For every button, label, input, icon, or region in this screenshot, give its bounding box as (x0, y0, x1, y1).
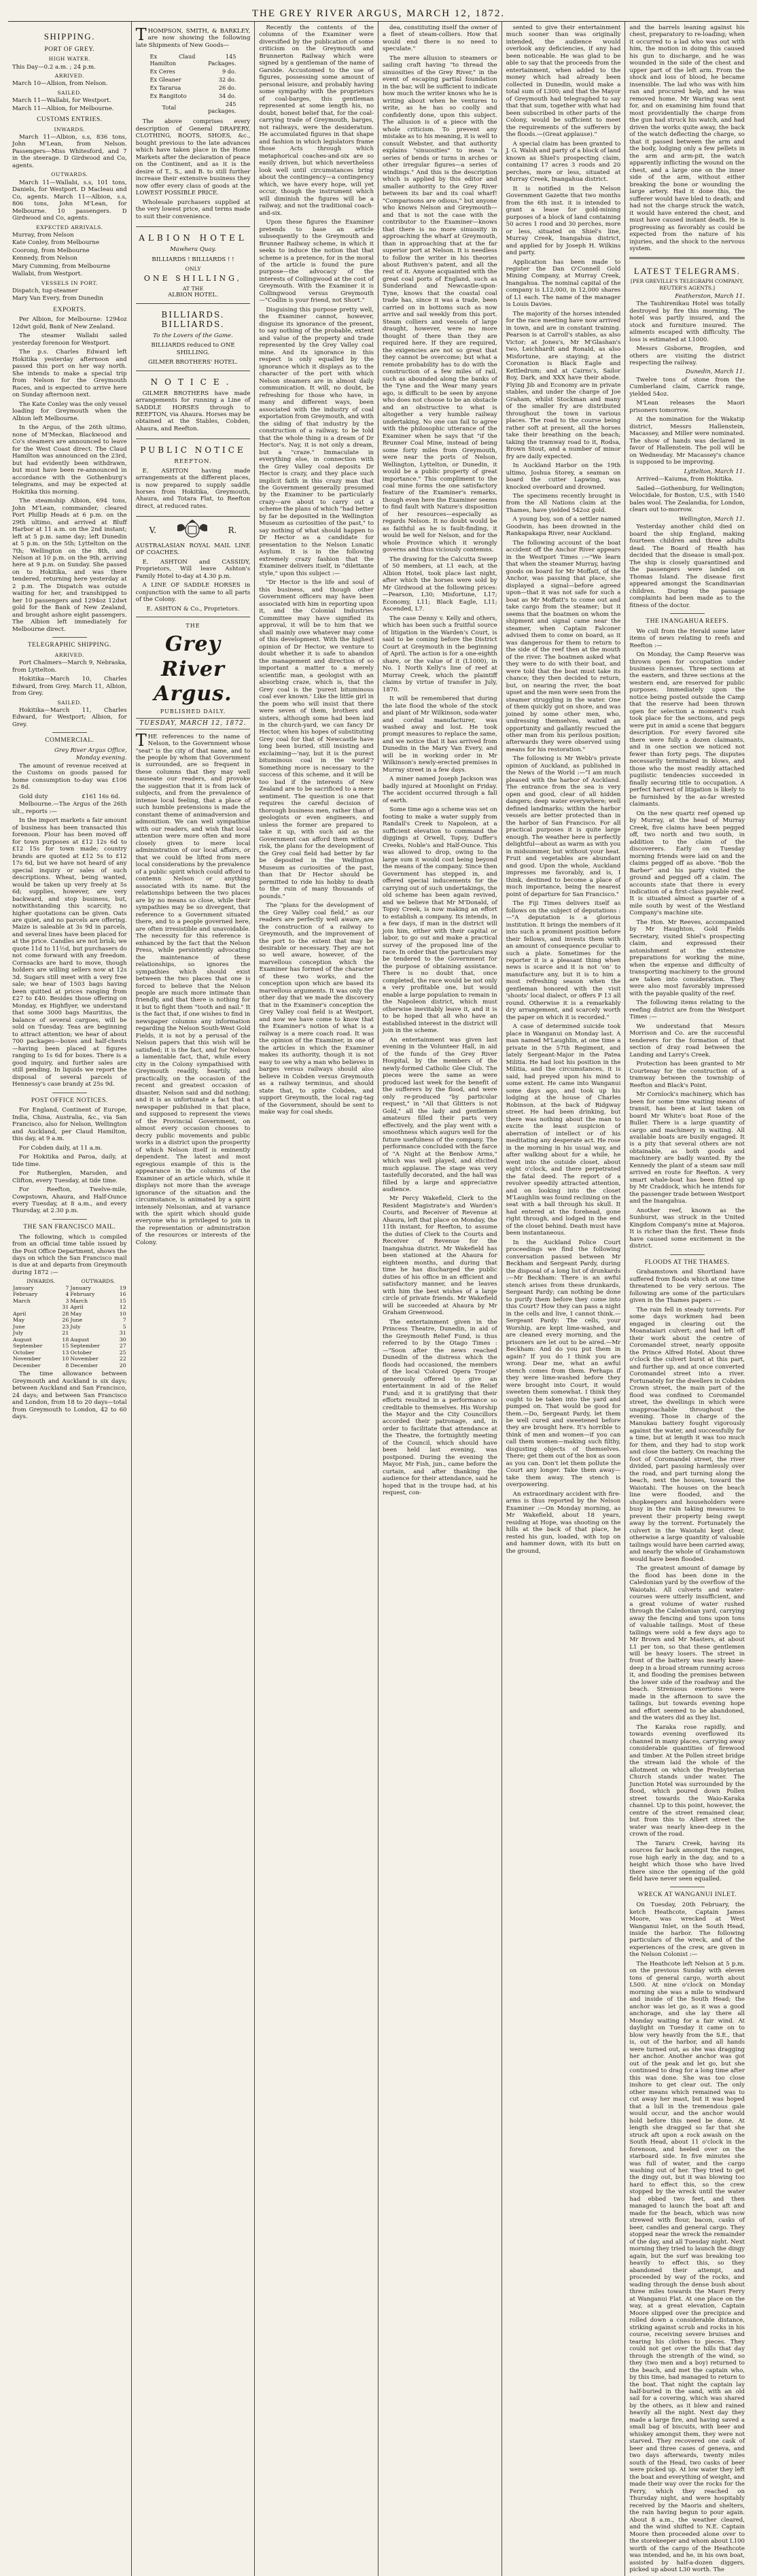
sf-month: January (13, 1284, 34, 1291)
floods-paragraph: Grahamstown and Shortland have suffered from floods which at one time threatened to be very serious. The following are some of the particulars given in the Thames papers :— (629, 1269, 745, 1305)
expected-item: Coorong, from Melbourne (12, 247, 90, 254)
sf-mail-row (12, 1337, 127, 1343)
wreck-article (629, 1902, 745, 2574)
masthead-the: THE (186, 623, 200, 630)
sf-mail-row (12, 1311, 127, 1318)
sf-month (12, 1304, 58, 1311)
advert-shilling: ONE SHILLING, (143, 274, 243, 284)
vessels-heading: VESSELS IN PORT. (41, 279, 98, 286)
expected-item: Wallabi, from Westport. (12, 271, 82, 278)
advert-body: GILMER BROTHERS have made arrangements for running a Line of SADDLE HORSES through to REEFTON, via Ahaura. Horses may be obtained at the Stables, Cobden, Ahaura, and Reefton. (135, 390, 251, 432)
sf-month: July (13, 1330, 24, 1337)
telegrams-credit: [PER GREVILLE'S TELEGRAPH COMPANY, REUTER'S AGENTS.] (631, 278, 744, 291)
sf-month: May (13, 1317, 25, 1324)
advert-title: NOTICE. (150, 377, 236, 387)
sf-day: 15 (62, 1343, 69, 1350)
tel-arrived-heading: ARRIVED. (54, 651, 84, 658)
leader-continued (259, 24, 374, 1116)
goods-vessel: Ex Tararua (149, 84, 181, 92)
goods-packages: 34 do. (218, 92, 236, 100)
reefs-paragraph: Mr Cornlock's machinery, which has been for some time waiting means of transit, has been at last taken on board Mr White's boat Rose of the Buller. There is a large quantity of cargo and machinery in waiting. All available boats are busily engaged. It is a pity that several others are not obtainable, as both goods and machinery are badly wanted. By the Kennedy the plant of a steam saw mill arrived en route for Reefton. A very smart whale-boat has been fitted up by Mr Craddock, which he intends for the passenger trade between Westport and the Inangahua. (629, 1091, 745, 1205)
sf-month: March (70, 1297, 88, 1304)
vessel-item: Mary Van Every, from Dunedin (12, 295, 104, 303)
sf-day: 7 (65, 1284, 69, 1291)
tel-arrived-item: Port Chalmers—March 9, Nebraska, from Lyttelton. (12, 659, 127, 674)
sf-day: 27 (119, 1343, 126, 1350)
telegram-text: Sailed—Gothenburg, for Wellington; Velocidale, for Boston, U.S., with 1540 bales wool. The Zealandia, for London, clears out to-morrow. (629, 485, 745, 514)
sf-day: 20 (119, 1362, 126, 1369)
wreck-heading: WRECK AT WANGANUI INLET. (637, 1891, 737, 1899)
telegram-text: At the nomination for the Wakatip district, Messrs Hallenstein, Macassey, and Miller were nominated. The show of hands was declared in favor of Hallenstein. The poll will be on Wednesday. Mr Macassey's chance is supposed to be improving. (629, 416, 745, 466)
shipping-paragraph: The steamship Albion, 694 tons, John M'Lean, commander, cleared Port Phillip Heads at 6 p.m. on the 29th ultimo, and arrived at Bluff Harbor at 11 a.m. on the 2nd instant; left at 5 p.m. same day; left Dunedin at 5 p.m. on the 5th; Lyttelton on the 7th; Wellington on the 8th, and Nelson at 10 p.m. on the 9th, arriving here at 9 p.m. on Sunday. She passed on to Hokitika, and was there tendered, returning here yesterday at 2 p.m. The Dispatch was outside waiting for her, and transhipped to her 10 passengers and 1294oz 12dwt gold for the Bank of New Zealand, and brought ashore eight passengers. The Albion left immediately for Melbourne direct. (12, 498, 127, 633)
commercial-office: Grey River Argus Office, (54, 746, 127, 754)
vessel-item: Dispatch, tug-steamer (12, 287, 78, 294)
telegraphic-heading: TELEGRAPHIC SHIPPING. (27, 642, 111, 649)
advert-sub: Mawhera Quay. (169, 245, 216, 253)
sf-month: August (70, 1336, 90, 1343)
sf-mail-row (12, 1356, 127, 1362)
arrived-heading: ARRIVED. (54, 73, 84, 80)
sf-month: November (13, 1356, 41, 1362)
advert-gilmer-billiards (136, 304, 251, 371)
high-water-heading: HIGH WATER. (48, 56, 91, 63)
telegram-text: Messrs Gisborne, Brogden, and others are visiting the district respecting the railway. (629, 345, 745, 366)
sf-mail-row (12, 1298, 127, 1305)
post-notice: For Rutherglen, Marsden, and Clifton, every Tuesday, at tide time. (12, 1170, 127, 1184)
arrived-item: March 10—Albion, from Nelson. (12, 80, 108, 88)
advert-sub: To the Lovers of the Game. (153, 332, 233, 339)
accident-continued: and the barrels leaning against his chest, preparatory to re-loading; when it occurred to a lad who was out with him, the motion in doing this caused his gun to discharge, and he was wounded in the side of the chest and upper part of the left arm. From the shock and loss of blood, he became insensible. The lad who was with him ran and procured help, and he was removed home. Mr Waring was sent for, and on examining him found that most providentially the charge from the gun had struck his watch, and had driven the works quite away, the back of the watch deflecting the charge, so that it passed between the arm and the body, lodging only a few pellets in the arm and arm-pit, the watch apparently inflicting the wound on the chest, and a large one on the inner side of the arm, without either breaking the bone or wounding the large artery. Had it done this, the sufferer would have bled to death; and had not the charge struck the watch, it would have entered the chest, and must have caused instant death. He is progressing as favorably as could be expected from the nature of his injuries, and the shock to the nervous system. (629, 24, 745, 253)
advert-title: PUBLIC NOTICE (140, 445, 246, 456)
crest-v: V. (149, 525, 157, 535)
advert-body: BILLIARDS reduced to ONE SHILLING. (151, 342, 235, 356)
crest-r: R. (228, 525, 237, 535)
masthead-published: PUBLISHED DAILY. (160, 708, 226, 715)
sf-day: 10 (119, 1310, 126, 1317)
article-paragraph: A case of determined suicide took place in Wanganui on Monday last. A man named M'Laughlin, at one time a private in the 57th Regiment, and lately Sergeant-Major in the Patea Militia. He had lost his position in the Militia, and the circumstances, it is said, had preyed upon his mind to some extent. He came into Wanganui some days ago, and took up his lodging at the house of Charles Robinson, at the back of Ridgway street. He had been drinking, but there was nothing about the man to excite the least suspicion of aberration of intellect or of his meditating any desperate act. He rose in the morning in his usual way, and after walking about for a while, he went into the outside closet, about eight o'clock, and there perpetrated the fatal deed. The report of a revolver speedily attracted attention, and on looking into the closet M'Laughlin was found reclining on the seat with a ball through his skull. It had entered at the forehead, gone right through, and lodged in the end of the closet behind. Death must have been instantaneous. (506, 1023, 621, 1237)
sf-day: 28 (62, 1310, 69, 1317)
telegram-dateline: Featherston, March 11. (675, 292, 745, 300)
sf-day: 10 (62, 1356, 69, 1362)
wreck-paragraph: On Tuesday, 20th February, the ketch Heathcote, Captain James Moore, was wrecked at West Wanganui Inlet, on the South Head, inside the harbor. The following particulars of the wreck, and of the experiences of the crew, are given in the Nelson Colonist :— (629, 1902, 745, 1959)
outwards-entry: March 11—Wallabi, s.s, 101 tons, Daniels, for Westport. D Macleau and Co, agents. March 11—Albion, s.s, 806 tons, John M'Lean, for Melbourne. 10 passengers. D Girdwood and Co, agents. (12, 179, 127, 222)
advert-body: A LINE OF SADDLE HORSES in conjunction with the same to all parts of the Colony. (135, 582, 251, 604)
article-paragraph: Recently the contents of the columns of the Examiner were diversified by the publication of some criticism on the Greymouth and Brunnerton Railway which were signed by a gentleman of the name of Garside. Accustomed to the use of figures, possessing some amount of personal leisure, and probably having some sympathy with the proprietors of coal-barges, this gentleman represented at some length his, no doubt, honest belief that, for the coal-carrying trade of Greymouth, barges, not railways, were the desideratum. He accumulated figures in that shape and fashion in which legislators frame those Acts through which metaphorical coaches-and-six are so easily driven, but which nevertheless look well until circumstances bring about the contingency—a contingency which, we have every hope, will yet occur, though the instrument which will diminish the figures will be a railway, and not the traditional coach-and-six. (259, 24, 374, 217)
sf-day: 31 (119, 1330, 126, 1337)
shipping-paragraph: The Kate Conley was the only vessel loading for Greymouth when the Albion left Melbourne. (12, 400, 127, 422)
running-head: THE GREY RIVER ARGUS, MARCH 12, 1872. (8, 5, 749, 22)
columns (8, 22, 749, 2574)
goods-packages: 26 do. (218, 84, 236, 92)
article-paragraph: The drawing for the Calcutta Sweep of 50 members, at L1 each, at the Albion Hotel, took place last night, after which the horses were sold by Mr Girdwood at the following prices:—Pearson, L30; Misfortune, L17; Economy, L11; Black Eagle, L11; Ascended, L7. (383, 555, 497, 613)
sf-mail-row (12, 1291, 127, 1298)
sf-day: 19 (119, 1284, 126, 1291)
article-paragraph: Some time ago a scheme was set on footing to make a water supply from Randall's Creek to Napoleon, at a sufficient elevation to command the diggings at Orwell, Topsy, Duffer's Creeks, Noble's and Half-Ounce. This was allowed to drop, owing to the large sum it would cost being beyond the means of the company. Since then Government has stepped in, and offered special inducements for the carrying out of such undertakings, the old scheme has been again revived, and we believe that Mr M'Donald, of Topsy Creek, is now making an effort to establish a company. Its intends, in a few days, if man in the district will join him, either with their capital or labor, to go out and make a practical survey of the proposed line of the race. In order that the particulars may be tendered to the Government for the purpose of obtaining assistance. There is no doubt that, once completed, the race would be not only a very profitable one, but would enable a large population to remain in the Napoleon district, which must otherwise inevitably leave it, and it is to be hoped that all who have an established interest in the district will join in the scheme. (383, 806, 497, 1035)
sf-mail-heading: THE SAN FRANCISCO MAIL. (23, 1223, 116, 1231)
reefs-paragraph: The Hon. Mr Reeves, accompanied by Mr Haughton, Gold Fields Secretary, visited Shiel's prospecting claim, and expressed their astonishment at the extensive preparations for working the mine, when the expense and difficulty of transporting machinery to the ground are taken into consideration. They were also most favorably impressed with the payable quality of the reef. (629, 918, 745, 997)
goods-vessel: Ex Rangitoto (149, 92, 187, 100)
sf-day: 13 (62, 1349, 69, 1356)
sailed-item: March 11—Albion, for Melbourne. (12, 105, 114, 112)
goods-row (149, 53, 238, 67)
advert-title: BILLIARDS. BILLIARDS. (161, 309, 225, 330)
article-paragraph: The case Denny v. Kelly and others, which has been such a fruitful source of litigation in the Warden's Court, is said to be coming before the District Court at Greymouth in the beginning of April. The action is for a one-eighth share, or the value of it (L1000), in No. 1 North Kelly's line of reef at Murray Creek, which the plaintiff claims by virtue of transfer in July, 1870. (383, 615, 497, 693)
goods-packages: 145 Packages. (208, 53, 236, 67)
shipping-news (12, 332, 127, 633)
article-paragraph: A young boy, son of a settler named Goodwin, has been drowned in the Rankapakapa River, near Auckland. (506, 516, 621, 538)
sf-month: March (13, 1297, 31, 1304)
sf-month: October (70, 1349, 92, 1356)
sf-month: June (13, 1323, 25, 1330)
advert-title: ALBION HOTEL (139, 233, 247, 243)
sf-month: February (70, 1291, 95, 1298)
sf-mail-row (12, 1330, 127, 1337)
floods-article (629, 1269, 745, 1883)
advert-gilmer-notice (136, 371, 251, 440)
article-paragraph: A special claim has been granted to J. G. Walsh and party of a block of land known as Shiel's prospecting claim, containing 17 acres 3 roods and 20 perches, more or less, situated at Murray Creek, Inangahua district. (506, 140, 621, 184)
sf-mail-intro: The following, which is compiled from an official time table issued by the Post Office Department, shows the days on which the San Francisco mail is due at and departs from Greymouth during 1872 :— (12, 1233, 127, 1276)
wreck-paragraph: The Heathcote left Nelson at 5 p.m. on the previous Sunday with eleven tons of general cargo, worth about L500. At nine o'clock on Monday morning she was a mile to windward and inside of the South Head; the anchor was let go, as it was a good anchorage, and she lay there all Monday waiting for a fair wind. At daylight on Tuesday it came on to blow very heavily from the S.E., that is, out of the harbor, and all hands were turned out, as she was dragging her anchor. Another anchor was got out of the peak and let go, but she continued to drag for a long time after this was done. She was too close inshore to get clear out. The only other means which remained was to cut away her mast, but it was hoped that a lull in the tremendous gale would occur, and the anchor would hold before this need be done. At length she dragged so far that she struck aft upon a rock awash on the South Head, about 11 o'clock in the forenoon, and heeled over on the starboard side. In five minutes she was full of water, and the cargo washing out of her. They tried to get the dingy out, but it was blowing too hard to effect this, so the crew stopped by the wreck until the water had ebbed two feet, and then managed to launch the boat aft and made for the beach, which was now strewed with flour, bacon, casks of beer, candles and general cargo. They stopped near the wreck the remainder of the day, and all Tuesday night. Next morning they tried to launch the dingy again, but the surf was breaking too heavily to effect this, so they abandoned their attempt, and proceeded by way of the rocks, and wading through the dense bush about three miles towards the Maori Ferry at Wanganui Flat. At one place on the way, at a great elevation, Captain Moore slipped over the precipice and rolled down a considerable distance, striking against scrub and rocks in his course, receiving severe bruises and tearing his clothes to pieces. They could not get over the hills that day through the strength of the wind, so they (two men and a boy) returned to the beach, and met the captain who, by this time, had managed to return to the boat. That night the captain lay half-buried in the sand, with an old sail for a covering, which was shared by the others, as it blew and rained heavily all the night. Next day they made a large fire, and having saved a small bag of biscuits, with beer and whiskey amongst them, they were not starved. They recovered one cask of beer and three cases of geneva, and two days afterwards, twenty miles south of the Head, two casks of beer were picked up. At low water they left the boat and everything of weight, and made their way over the rocks for the Ferry, which they reached on Thursday night, and were hospitably received by the Maoris and shelters, the rain having begun to pour again. About 8 a.m., the weather cleared, and the wind shifted to N.E. Captain Moore then proceeded alone over to the storekeeper and whom about L100 worth of the cargo of the Heathcote was intended, and he, in his own boat, assisted by half-a-dozen diggers, picked up about L30 worth. The (629, 1960, 745, 2574)
reefs-paragraph: On Monday, the Camp Reserve was thrown open for occupation under business licenses. Three sections at the eastern, and three sections at the western end, are reserved for public purposes. Immediately upon the notice being posted outside the Camp that the reserve had been thrown open for selection a moment's rush took place for the sections, and pegs were put in amid a scene that beggars description. For every favored site there were fully a dozen claimants, and in one section we noticed not fewer than forty pegs. The disputes necessarily terminated in blows, and those who the most readily attached pugilistic tendencies succeeded in finally securing title to occupation. A perfect harvest of litigation is likely to be furnished by the as-far wrested claimants. (629, 651, 745, 808)
sf-day: 25 (119, 1349, 126, 1356)
sf-month: June (70, 1317, 83, 1324)
advert-text: Wholesale purchasers supplied at the very lowest price, and terms made to suit their convenience. (135, 199, 251, 220)
article-paragraph: The entertainment given in the Princess Theatre, Dunedin, in aid of the Greymouth Relief Fund, is thus referred to by the Otago Times :—"Soon after the news reached Dunedin of the distress which the floods had occasioned, the members of the local 'Colored Opera Troupe' generously offered to give an entertainment in aid of the Relief Fund; and it is gratifying that their efforts resulted in a performance so creditable to themselves. His Worship the Mayor and the City Councillors accorded their patronage, and, in order to facilitate that attendance at the Theatre, the fortnightly meeting of the Council, which should have been held last evening, was postponed. During the evening the Mayor, Mr Fish, jun., came before the curtain, and after thanking the audience for their attendance, said he hoped that in the troupe had, at his request, con- (383, 1318, 497, 1497)
article-paragraph: dea, constituting itself the owner of a fleet of steam-colliers. How that would end there is no need to speculate." (383, 24, 497, 53)
sf-day: 16 (119, 1291, 126, 1298)
floods-paragraph: The greatest amount of damage by the flood has been done in the Caledonian yard by the overflow of the Waiotahi. All culverts and water-courses were utterly insufficient, and a great volume of water rushed through the Caledonian yard, carrying away the fencing and tons upon tons of valuable tailings. Most of these tailings were sold a few days ago to Mr Brown and Mr Masters, at about L1 per ton, so that these gentlemen will be heavy losers. The street in front of the battery was nearly knee-deep in a broad stream running across it, and flooding the premises between the lower side of the roadway and the beach. Strenuous exertions were made in the afternoon to save the tailings, but towards evening hope and effort seemed to be abandoned, and the waters did as they list. (629, 1565, 745, 1722)
sf-mail-row (12, 1350, 127, 1356)
sf-month: December (13, 1362, 41, 1369)
advert-royal-mail (136, 517, 251, 617)
tel-sailed-item: Hokitika—March 11, Charles Edward, for Westport; Albion, for Grey. (12, 706, 127, 728)
floods-paragraph: The rain fell in steady torrents. For some days workmen had been engaged in clearing out the Moanataiari culvert; and had left off their work about the centre of Coromandel street, nearly opposite the Prince Alfred Hotel. About three o'clock the culvert burst at this part, and further up, and at once converted Coromandel street into a river. Fortunately for the dwellers in Cobden Crown street, the main part of the flood was confined to Coromandel street, the dwellings in which were unapproachable throughout the evening. Those in charge of the Manukau battery fought vigorously against the water, and successfully for a time, but at length it was too much for them, and they had to stop work and close the battery. On reaching the foot of Coromandel street, the river divided, part passing harmlessly over the road, and part turning along the beach, next the houses, toward the Waiotahi. The houses on the beach line were flooded, and the shopkeepers and householders were busy in the rain taking measures to prevent their property being swept away by the torrent. Fortunately the culvert in the Waiotahi kept clear, otherwise a large quantity of valuable tailings would have been carried away, and nearly the whole of Grahamstown would have been flooded. (629, 1306, 745, 1563)
sf-month (69, 1330, 115, 1337)
article-paragraph: In the Auckland Police Court proceedings we find the following conversation passed between Mr Beckham and Sergeant Pardy, during the disposal of a long list of drunkards :—Mr Beckham: There is an awful stench arises from these drunkards, Sergeant Pardy; can nothing be done to purify them before they come into this Court? How they can pass a night in the cells and live, I cannot think.—Sergeant Pardy: The cells, your Worship, are kept lime-washed, and are cleaned every morning, and the prisoners are let out to be aired.—Mr Beckham: And do you put them in again? If you do I think you are wrong. Dear me, what an awful stench comes from them. Perhaps if they were lime-washed before they were brought into Court, it would sweeten them somewhat. I think they ought to be taken into the yard and pumped on. That would be good for them.—Do, Sergeant Pardy, let them be well cured and sweetened before they are brought here. It's horrible to think of men and women—if you can call them women—making such filthy, disgusting objects of themselves. There; get them out of the box as soon as you can. Don't let them pollute the Court any longer. Take them away—take them away. The stench is overpowering. (506, 1239, 621, 1489)
sf-day: 5 (122, 1323, 126, 1330)
goods-packages: 32 do. (218, 76, 236, 84)
high-water-times: This Day—0.2 a.m. ; 24 p.m. (12, 63, 96, 71)
sf-day: 31 (62, 1304, 69, 1311)
reefs-paragraph: On the new quartz reef opened up by Murray, at the head of Murray Creek, five claims have been pegged off, two north and two south, in addition to the claim of the discoverers. Early on Tuesday morning friends were laid on and the claims pegged off as above. "Bob the Barber" and his party visited the ground and pegged off a claim. The accounts state that there is every indication of a first-class payable reef. It is situated almost a quarter of a mile south by west of the Westland Company's machine site. (629, 810, 745, 917)
floods-heading: FLOODS AT THE THAMES. (644, 1258, 730, 1266)
expected-item: Kennedy, from Nelson (12, 255, 77, 262)
expected-item: Mary Cumming, from Melbourne (12, 262, 111, 270)
telegram-text: Arrived—Kaiuma, from Hokitika. (636, 476, 734, 483)
article-paragraph: "Dr Hector is the life and soul of this business, and though other Government officers may have been associated with him in reporting upon it, and the Colonial Industries Committee may have signified its approval, it will be to him that we shall mainly owe whatever may come of this development. With the highest opinion of Dr Hector, we venture to doubt whether it is safe to abandon the management and direction of so important a matter to a merely scientific man, a geologist with an absorbing craze, which is, that the Grey coal is the 'purest bituminous coal ever known.' Like the little girl in the poem who will insist that there were seven of them, brothers and sisters, although some had been laid in the church-yard, we can fancy Dr Hector, when his hopes of substituting Grey coal for that of Newcastle have long been buried, still insisting and exclaiming—'nay, but it is the purest bituminous coal in the world'? Something more is necessary to the success of this scheme, and it will be too bad if the interests of New Zealand are to be sacrificed to a mere sentiment. The question is one that requires the careful decision of thorough business men, rather than of geologists or even engineers, and unless the former are prepared to take it up, with such aid as the Government can afford them without risk, the plans for the development of the Grey coal field had better by far be deposited in the Wellington Museum as curiosities of the past, than that Dr Hector should be permitted to ride his hobby to death to the ruin of many thousands of pounds." (259, 579, 374, 900)
post-office-notices (12, 1107, 127, 1215)
article-paragraph: Mr Percy Wakefield, Clerk to the Resident Magistrate's and Warden's Courts, and Receiver of Revenue at Ahaura, left that place on Monday, the 11th instant, for Reefton, to assume the duties of Clerk to the Courts and Receiver of Revenue for the Inangahua district. Mr Wakefield has been stationed at the Ahaura for eighteen months, and during that time he has discharged the public duties of his office in an efficient and satisfactory manner, and he leaves with him the best wishes of a large circle of private friends. Mr Wakefield will be succeeded at Ahaura by Mr Graham Greenwood. (383, 1195, 497, 1317)
advert-body: E. ASHTON and CASSIDY, Proprietors, Will leave Ashton's Family Hotel to-day at 4.30 p.m. (135, 558, 251, 580)
gold-duty-value: £161 16s 6d. (82, 793, 120, 800)
telegram-text: Twelve tons of stone from the Cumberland claim, Carrick range, yielded 54oz. (629, 376, 745, 398)
sf-mail-row (12, 1362, 127, 1369)
advert-only: ONLY (185, 265, 201, 272)
shipping-paragraph: The steamer Wallabi sailed yesterday forenoon for Westport. (12, 332, 127, 347)
sf-month: April (13, 1310, 27, 1317)
sf-month: September (70, 1343, 100, 1350)
expected-list (12, 232, 127, 278)
reefs-paragraph: The following items relating to the reefing district are from the Westport Times :— (629, 999, 745, 1021)
telegram-text: M'Lean releases the Maori prisoners tomorrow. (629, 400, 745, 414)
article-paragraph: Disguising this purpose pretty well, the Examiner cannot, however, disguise its ignorance of the present, to say nothing of the probable, extent and value of the property and trade represented by the Grey Valley coal mine. And its ignorance in this respect is only equalled by the ignorance which it displays as to the character of the port with which Nelson steamers are in almost daily communication. It will, no doubt, be refreshing for those who have, in many and different ways, been associated with the industry of coal exportation from Greymouth, and with the siding of that industry by the construction of a railway, to be told that the whole thing is a dream of Dr Hector's. Nay, it is not only a dream, but a "craze." Immaculate in everything else, in connection with the Grey Valley coal deposits Dr Hector is crazy, and they place such implicit faith in this crazy man that the Government generally presumed by the Examiner to be particularly crazy—are about to carry out a scheme the plans of which "had better by far be deposited in the Wellington Museum as curiosities of the past," to say nothing of what should happen to Dr Hector as a candidate for presentation to the Nelson Lunatic Asylum. It is in the following extremely crazy fashion that the Examiner delivers itself, in "dilettante style," upon this subject :— (259, 306, 374, 577)
goods-row (149, 76, 238, 83)
exports-entry: Per Albion, for Melbourne: 1294oz 12dwt gold, Bank of New Zealand. (12, 316, 127, 330)
advert-sig: GILMER BROTHERS' HOTEL. (147, 359, 238, 366)
exports-heading: EXPORTS. (53, 306, 86, 313)
sf-outwards-heading: OUTWARDS. (81, 1278, 116, 1285)
goods-vessel: Ex Claud Hamilton (149, 53, 196, 67)
post-office-heading: POST OFFICE NOTICES. (31, 1097, 108, 1104)
reefs-heading: THE INANGAHUA REEFS. (646, 617, 728, 625)
advert-thompson-smith-barkley (136, 24, 251, 227)
article-paragraph: The following account of the boat accident off the Anchor River appears in the Westport Times :—"We learn that when the steamer Murray, having goods on board for Mr Moffatt, of the Anchor, was passing that place, she displayed a signal—before agreed upon—that it was not safe for such a boat as Mr Moffatt's to come out and take cargo from the steamer; but it seems that the boatmen on whom the shipment and signal came near the steamer, when Captain Falconer advised them to come on board, as it was dangerous for them to return to the side of the reef then at the mouth of the river. The boatmen asked what they were to do with their boat, and were told that the boat must take its chance; they then decided to return, but, on nearing the river, the boat upset and the men were seen from the steamer struggling in the water. One of them quickly got on shore, and was joined by some other men, who, undressing themselves, waited an opportunity and gallantly rescued the other man from his perilous position; afterwards they were observed using means for his restoration." (506, 539, 621, 753)
expected-heading: EXPECTED ARRIVALS. (36, 224, 103, 230)
sailed-heading: SAILED. (57, 89, 82, 96)
reefs-paragraph: We understand that Messrs Morrison and Co. are the successful tenderers for the formation of that section of dray road between the Landing and Larry's Creek. (629, 1023, 745, 1059)
telegram-text: The Tauhirenikau Hotel was totally destroyed by fire this morning. The hotel was partly insured, and the stock and furniture insured. The ailments escaped with difficulty. The loss is estimated at L1000. (629, 300, 745, 343)
post-notice: For Cobden daily, at 11 a.m. (19, 1144, 103, 1152)
column-4 (378, 22, 502, 2576)
sf-day: 7 (122, 1317, 126, 1324)
sf-mail-footer: The time allowance between Greymouth and Auckland is six days; between Auckland and San Francisco, 24 days; and between San Francisco and London, from 18 to 20 days—total from Greymouth to London, 42 to 60 days. (12, 1371, 127, 1421)
article-paragraph: Upon these figures the Examiner pretends to base an article subsequently to the Greymouth and Brunner Railway scheme, in which it seeks to induce the notion that that scheme is a pretence, for in the moral of the article is found the pure purpose—the advocacy of the interests of Collingwood at the cost of Greymouth. With the Examiner it is Collingwood versus Greymouth—"Codlin is your friend, not Short." (259, 219, 374, 305)
advert-sig: E. ASHTON & Co., Proprietors. (146, 605, 240, 613)
sf-mail-row (12, 1304, 127, 1311)
goods-vessel: Ex Ceres (149, 68, 175, 75)
advert-billiards: BILLIARDS ! BILLIARDS ! ! (152, 256, 234, 264)
advert-text: The above comprises every description of General DRAPERY, CLOTHING, BOOTS, SHOES, &c., bought previous to the late advances which have taken place in the Home Markets after the declaration of peace on the Continent, and as it is the desire of T., S., and B. to still further increase their extensive business they now offer every class of goods at the LOWEST POSSIBLE PRICE. (135, 118, 251, 197)
masthead: Grey River Argus. (154, 632, 232, 706)
goods-total: 245 packages. (208, 101, 236, 115)
sf-day: 22 (119, 1356, 126, 1362)
advert-sub: REEFTON. (174, 458, 212, 466)
sf-month: January (70, 1284, 91, 1291)
goods-row (149, 84, 238, 91)
tel-arrived-item: Hokitika—March 10, Charles Edward, from Grey. March 11, Albion, from Grey. (12, 676, 127, 698)
tel-sailed-heading: SAILED. (57, 699, 82, 706)
sailed-item: March 11—Wallabi, for Westport. (12, 97, 111, 105)
post-notice: For Hokitika and Paroa, daily, at tide time. (12, 1154, 127, 1168)
sf-month: November (70, 1356, 99, 1362)
telegram-text: Yesterday another child died on board the ship England, making fourteen children and three adults dead. The Board of Health has decided that the disease is small-pox. The ship is closely quarantined and the passengers were landed on Thomas Island. The disease first appeared amongst the Scandinavian children. During the passage complaints had been made as to the fitness of the doctor. (629, 523, 745, 609)
sf-month: February (13, 1291, 38, 1298)
sf-inwards-heading: INWARDS. (27, 1278, 56, 1285)
telegram-dateline: Lyttelton, March 11. (684, 468, 745, 475)
article-paragraph: A miner named Joseph Jackson was badly injured at Moonlight on Friday. The accident occurred through a fall of earth. (383, 776, 497, 804)
goods-packages: 9 do. (222, 68, 236, 75)
reefs-paragraph: Another reef, known as the Sunburst, was struck in the United Kingdom Company's mine at Majoroa. It is richer than the first. These finds have caused some excitement in the district. (629, 1207, 745, 1250)
sf-day: 21 (62, 1330, 69, 1337)
commercial-para: The amount of revenue received at the Customs on goods passed for home consumption to-day was £106 2s 8d. (12, 762, 127, 791)
article-paragraph: The specimens recently brought in from the All Nations claim at the Thames, have yielded 542oz gold. (506, 493, 621, 514)
advert-public-notice (136, 439, 251, 517)
goods-vessel: Ex Gleaner (149, 76, 181, 84)
shipping-heading: SHIPPING. (43, 31, 95, 41)
commercial-para: Melbourne.—The Argus of the 26th ult., reports :— (12, 801, 127, 815)
commercial-para: In the import markets a fair amount of business has been transacted this forenoon. Flour has been moved off for town purposes at £12 12s 6d to £12 15s for town made; country brands are quoted at £12 5s to £12 17s 6d, but we have not heard of any special inquiry or sales of such descriptions. Wheat, being wanted, would be taken up very freely at 5s 6d; supplies, however, are very backward, and stop business, but, notwithstanding this scarcity, no higher quotations can be given. Oats are quiet, and no parcels are offering. Maize is saleable at 3s 9d in parcels, and several lines have been placed for at the price. Candles are not brisk; we quote 11d to 11½d, but purchasers do not come forward with any freedom. Cornsacks are hard to move, though holders are willing sellers now at 12s 3d. Sugars still meet with a very free sale; we hear of 1503 bags having been quitted at prices ranging from £27 to £40. Besides those offering on Monday, ex Highflyer, we understand that some 3000 bags Mauritius, the balance of several cargoes, will be sold on Tuesday. Teas are beginning to attract attention; we hear of about 700 packages—boxes and half-chests—having been placed at figures ranging to 1s 6d for boxes. There is a good inquiry, and further sales are still pending. In liquids we report the disposal of several parcels of Hennessy's case brandy at 25s 9d. (12, 817, 127, 1088)
port-heading: PORT OF GREY. (44, 46, 95, 53)
sf-day: 23 (62, 1323, 69, 1330)
expected-item: Murray, from Nelson (12, 231, 74, 239)
expected-item: Kate Conley, from Melbourne (12, 239, 100, 247)
issue-date: TUESDAY, MARCH 12, 1872. (136, 718, 251, 729)
sf-mail-table (12, 1278, 127, 1369)
article-paragraph: Application has been made to register the Dan O'Connell Gold Mining Company, at Murray Creek, Inangahua. The nominal capital of the company is L12,000, in 12,000 shares of L1 each. The name of the manager is Louis Davies. (506, 258, 621, 309)
reefs-paragraph: We cull from the Herald some later items of news relating to reefs and Reefton :— (629, 628, 745, 649)
article-paragraph: The Fiji Times delivers itself as follows on the subject of deputations :—"A deputation is a glorious institution. It brings the members of it into such a prominent position before their fellows, and invests them with an amount of consequence peculiar to such a plate. Sometimes for the reporter it is a pleasant thing when news is scarce and it is not 'on' to manufacture any, but it is to him a most refreshing season when the gentleman honored with the visit 'shoots' local dialect, or offers P 13 all round. Otherwise it is a remarkably dry arrangement, and scarcely worth the paper on which it is recorded." (506, 900, 621, 1021)
sf-day: 30 (119, 1336, 126, 1343)
sf-day: 4 (65, 1291, 69, 1298)
goods-total-label: Total (162, 104, 177, 111)
inwards-entry: March 11—Albion, s.s, 836 tons, John M'Lean, from Nelson. Passengers—Miss Whitesford, and 7 in the steerage. D Girdwood and Co, agents. (12, 133, 127, 169)
gold-duty-label: Gold duty (19, 793, 48, 800)
article-paragraph: An entertainment was given last evening in the Volunteer Hall, in aid of the funds of the Grey River Hospital, by the members of the newly-formed Catholic Glee Club. The pieces were the same as were produced last week for the benefit of the sufferers by the flood, and were only re-produced "by particular request," in "All that Glitters is not Gold," all the lady and gentlemen amateurs filled their parts very effectively, and the play went with a smoothness which augurs well for the future usefulness of the company. The performance concluded with the farce of "A Night at the Benbow Arms," which was well played, and elicited much applause. The stage was very tastefully decorated, and the hall was filled by a large and appreciative audience. (383, 1036, 497, 1193)
advert-hotel: ALBION HOTEL. (168, 292, 218, 299)
shipping-paragraph: In the Argus, of the 26th ultimo, none of M'Meckan, Blackwood and Co's steamers are announced to leave for the West Coast direct. The Claud Hamilton was announced on the 23rd, but had evidently been withdrawn, but must have been re-announced in accordance with the Gothenburg's telegrams, and may be expected at Hokitika this morning. (12, 424, 127, 496)
sf-day: 12 (119, 1304, 126, 1311)
article-paragraph: The majority of the horses intended for the race meeting have now arrived in town, and are in constant training. Pearson is at Carroll's stables, as also Victor; at Jones's, Mr M'Glashan's two, Leichhardt and Ronald, as also Misfortune, are staying; at the Coronation is Black Eagle and Kettledrum; and at Cairns's, Sailor Boy, Dark, and XXX have their abode. Flying Jib and Economy are in private stables, and under the charge of Joe Graham, whilst Stockman and many of the smaller fry are distributed throughout the town in various places. The road to the course being rather soft at present, all the horses take their breathing on the beach; taking the tramway road to it, Rodsa, Brown Stout, and a number of minor fry are daily expected. (506, 310, 621, 460)
sf-mail-row (12, 1285, 127, 1292)
article-paragraph: sented to give their entertainment much sooner than was originally intended, the audience would overlook any deficiencies, if any had been noticeable. He was glad to be able to say that the proceeds from the entertainment, when added to the money which had already been collected in Dunedin, would make a total sum of L300; and that the Mayor of Greymouth had telegraphed to say that that sum, together with what had been subscribed in other parts of the Colony, would be sufficient to meet the requirements of the sufferers by the floods.—(Great applause)." (506, 24, 621, 139)
sf-month: September (13, 1343, 43, 1350)
sf-month: December (70, 1362, 98, 1369)
sf-month: May (70, 1310, 82, 1317)
sf-day: 26 (62, 1317, 69, 1324)
post-notice: For England, Continent of Europe, India, China, Australia, &c., via San Francisco, also for Nelson, Wellington and Auckland, per Claud Hamilton, this day, at 9 a.m. (12, 1107, 127, 1143)
local-news-continued (506, 24, 621, 1555)
telegram-dateline: Dunedin, March 11. (685, 368, 745, 376)
advert-albion-hotel (136, 227, 251, 303)
telegrams-heading: LATEST TELEGRAMS. (633, 265, 741, 276)
leader-article: THE references to the name of Nelson, to the Government whose "seat" is the city of that name, and to the people by whom that Government is surrounded, are so frequent in these columns that they may well nauseate our readers, and provoke the suggestion that it is from lack of subjects, and from the prevalence of intense local feeling, that a place of such humble pretensions is made the constant theme of animadversion and admonition. We can well sympathise with our readers, and wish that local attention were more often and more closely given to mere local administration of our local affairs, or that we could be lifted from mere local considerations by the prevalence of a public spirit which could afford to contemn Nelson or anything associated with its name. But the relationships between the two places are by no means so close, while their sympathies may be so divergent, that reference to a Government situated there, and to a people governed here, are often irresistible and unavoidable. The necessity for this reference is enhanced by the fact that the Nelson Press, while persistently advocating the maintenance of these relationships, so ignores the sympathies which should exist between the two places that one is forced to believe that the Nelson people are much more intimate than friendly, and that there is nothing for it but to fight them "tooth and nail." It is the fact that, if one wishes to find in newspaper columns any information regarding the Nelson South-West Gold Fields, it is not by a perusal of the Nelson papers that this wish will be satisfied; it is the fact, and for Nelson a lamentable fact, that, while every city in the Colony sympathised with Greymouth readily, heartily, and practically, on the occasion of the recent and greatest occasion of disaster, Nelson said and did nothing; and it is as unfortunate a fact that a newspaper published in that place, and supposed to represent the views of the Provincial Government, on almost every occasion chooses to decry public movements and public works in a district upon the prosperity of which Nelson itself is eminently dependent. The latest and most egregious example of this is the appearance in the columns of the Examiner of an article which, while it displays not more than the average ignorance of the situation and the circumstance, is animated by a spirit intensely Nelsonian, and at variance with the spirit which should guide everyone who is privileged to join in the representation or administration of the resources or interests of the Colony. (135, 730, 251, 1246)
sf-mail-row (12, 1343, 127, 1350)
article-paragraph: The "plans for the development of the Grey Valley coal field," as our readers are perfectly well aware, are the construction of a railway to Greymouth, and the improvement of the port to the extent that may be desirable or necessary. They are not so well aware, however, of the marvellous conception which the Examiner has formed of the character of these two works, and the conception upon which are based its marvellous arguments. It was only the other day that we made the discovery that in the Examiner's conception the Grey Valley coal field is at Westport, and now we have come to know that the Examiner's notion of what is a railway is a mere coach road. It was the opinion of the Examiner, in one of the articles in which the Examiner makes its authority, though it is not easy to see why a man who believes in barges versus railways should also believe in Cobden versus Greymouth as a railway terminus, and should state that, to spite Cobden, and support Greymouth, the local rag-tag of the Government, should be sent to make way for coal sheds. (259, 902, 374, 1116)
gold-duty-row (12, 793, 127, 800)
outwards-heading: OUTWARDS. (51, 171, 88, 178)
shipping-paragraph: The p.s. Charles Edward left Hokitika yesterday afternoon and passed this port on her way north. She intends to make a special trip from Nelson for the Greymouth Races, and is expected to arrive here on Sunday afternoon next. (12, 349, 127, 399)
article-paragraph: An extraordinary accident with fire-arms is thus reported by the Nelson Examiner :—On Monday morning, as Mr Wakefield, about 18 years, residing at Hope, was shooting on the hills at the back of that place, he rested his gun, loaded, with top on and hammer down, with its butt on the ground, (506, 1490, 621, 1555)
goods-row (149, 92, 238, 99)
article-paragraph: The mere allusion to steamers or sailing craft having "to thread the sinuosities of the Grey River," in the event of escaping partial foundation in the bar, will be sufficient to indicate how much the writer knows who he is writing about when he ventures to write, as he has so coolly and confidently done, upon this subject. The allusion is of a piece with the whole criticism. To prevent any mistake as to his meaning, it is well to consult Webster, and that authority explains "sinuosities" to mean "a series of bends or turns in arches or other irregular figures—a series of windings." And this is the description which is applied by this editor and smaller authority to the Grey River between its bar and its coal wharf! "Comparisons are odious," but anyone who knows Nelson and Greymouth—and that is not the case with the contributor to the Examiner—knows that there is no more sinuosity in approaching the wharf at Greymouth, than in approaching that at the far superior port at Nelson. It is needless to follow the writer in his theories about Ruthven's patent, and all the rest of it. Anyone acquainted with the great coal ports of England, such as Sunderland and Newcastle-upon-Tyne, knows that the coastal coal trade has, since it was a trade, been carried on in bottoms such as now arrive and sail weekly from this port. Steam colliers and vessels of large draught, however, were no more thought of there than they are required here. If they are required, the exigencies are not so great that they cannot be overcome; but what a remote probability has to do with the construction of a few miles of rail, such as abounded along the banks of the Tyne and the Wear many years ago, is difficult to be seen by anyone who does not choose to be an obstacle and an obstructive to what is altogether a very humble railway undertaking. No one can fail to agree with the philosophic utterance of the Examiner when he says that "if the Brunner Coal Mine, instead of being some forty miles from Greymouth, were near the ports of Nelson, Wellington, Lyttelton, or Dunedin, it would be a public property of great importance." This compliment to the coal mine forms the one satisfactory feature of the Examiner's remarks, though even here the Examiner seems to find fault with Nature's disposition of her resources—especially as regards Nelson. It no doubt would be as faithful as he is fault-finding, it would be well for Nelson, and for the whole Province which it wrongly governs and thus viciously contemns. (383, 54, 497, 554)
customs-heading: CUSTOMS ENTRIES. (37, 116, 103, 124)
column-6 (625, 22, 749, 2576)
sf-day: 15 (119, 1297, 126, 1304)
article-paragraph: It will be remembered that during the late flood the whole of the stock and plant of Mr Wilkinson, soda-water and cordial manufacturer, was washed away and lost. He took prompt measures to replace the same, and we notice that it has arrived from Dunedin in the Mary Van Every, and will be in working order in Mr Wilkinson's newly-erected premises in Murray street in a few days. (383, 695, 497, 774)
post-notice: For Reefton, Twelve-mile, Cowpstown, Ahaura, and Half-Ounce every Tuesday, at 8 a.m., and every Thursday, at 2.30 p.m. (12, 1186, 127, 1215)
goods-row (149, 68, 238, 75)
floods-paragraph: The Tararu Creek, having its sources far back amongst the ranges, rose high early in the day, and to a height which those who have lived there since the opening of the gold field have never seen equalled. (629, 1840, 745, 1883)
column-2 (132, 22, 256, 2576)
sf-month: April (70, 1304, 84, 1311)
sf-mail-row (12, 1324, 127, 1330)
floods-paragraph: The Karaka rose rapidly, and towards evening overflowed its channel in many places, carrying away considerable quantities of firewood and timber. At the Pollen street bridge the stream laid the whole of the allotment on which the Presbyterian Church stands under water. The Junction Hotel was surrounded by the flood, which poured down Pollen street towards the Waio-Karaka channel. Up to this point, however, the centre of the street remained clear, but from this to Albert street the water was nearly knee-deep in the crown of the road. (629, 1723, 745, 1838)
article-paragraph: The following is Mr Webb's private opinion of Auckland, as published in the News of the World :—"I am much pleased with the harbor of Auckland. The entrance from the sea is very open and good, clear of all hidden dangers; deep water everywhere; well defined landmarks; within the harbor vessels are better protected than in the harbor of San Francisco. For all practical purposes it is quite large enough. The weather here is perfectly delightful—about as warm as with you in midsummer, but without your heat. Fruit and vegetables are abundant and good. Upon the whole, Auckland impresses me favorably, and is, I think, destined to become a place of much importance, being the nearest point of departure for San Francisco." (506, 755, 621, 898)
sf-month: August (13, 1336, 32, 1343)
goods-table (147, 52, 239, 116)
sf-day: 8 (65, 1362, 69, 1369)
telegrams-list (629, 293, 745, 609)
column-1 (8, 22, 132, 2576)
article-paragraph: It is notified in the Nelson Government Gazette that two months from the 6th inst. it is intended to grant a lease for gold-mining purposes of a block of land containing 50 acres 1 rood and 30 perches, more or less, situated on Shiel's line, Murray Creek, Inangahua district, and applied for by Joseph H. Wilkins and party. (506, 185, 621, 257)
column-3 (255, 22, 378, 2576)
commercial-heading: COMMERCIAL. (45, 737, 94, 744)
reefs-paragraph: Protection has been granted to Mr Courtenay for the construction of a tramway between the township of Reefton and Black's Point. (629, 1061, 745, 1089)
column-5 (502, 22, 626, 2576)
advert-title: AUSTRALASIAN ROYAL MAIL LINE OF COACHES. (135, 542, 251, 557)
sf-day: 18 (62, 1336, 69, 1343)
telegram-dateline: Wellington, March 11. (679, 515, 745, 523)
commercial-day: Monday evening. (75, 755, 127, 762)
article-paragraph: In Auckland Harbor on the 19th ultimo, Joshua Storey, a seaman on board the cutter Lapwing, was knocked overboard and drowned. (506, 462, 621, 491)
sf-month: October (13, 1349, 35, 1356)
sf-mail-row (12, 1317, 127, 1324)
inwards-heading: INWARDS. (54, 126, 86, 133)
royal-crest-icon (172, 520, 213, 540)
reefs-article (629, 628, 745, 1250)
advert-body: E. ASHTON having made arrangements at the different places, is now prepared to supply saddle horses from Hokitika, Greymouth, Ahaura, and Totara Flat, to Reefton direct, at reduced rates. (135, 467, 251, 510)
sf-day: 3 (65, 1297, 69, 1304)
advert-text: THOMPSON, SMITH, & BARKLEY, are now showing the following late Shipments of New Goods— (135, 25, 251, 49)
local-news (383, 24, 497, 1497)
sf-month: July (70, 1323, 81, 1330)
advert-at: AT THE (182, 285, 204, 292)
